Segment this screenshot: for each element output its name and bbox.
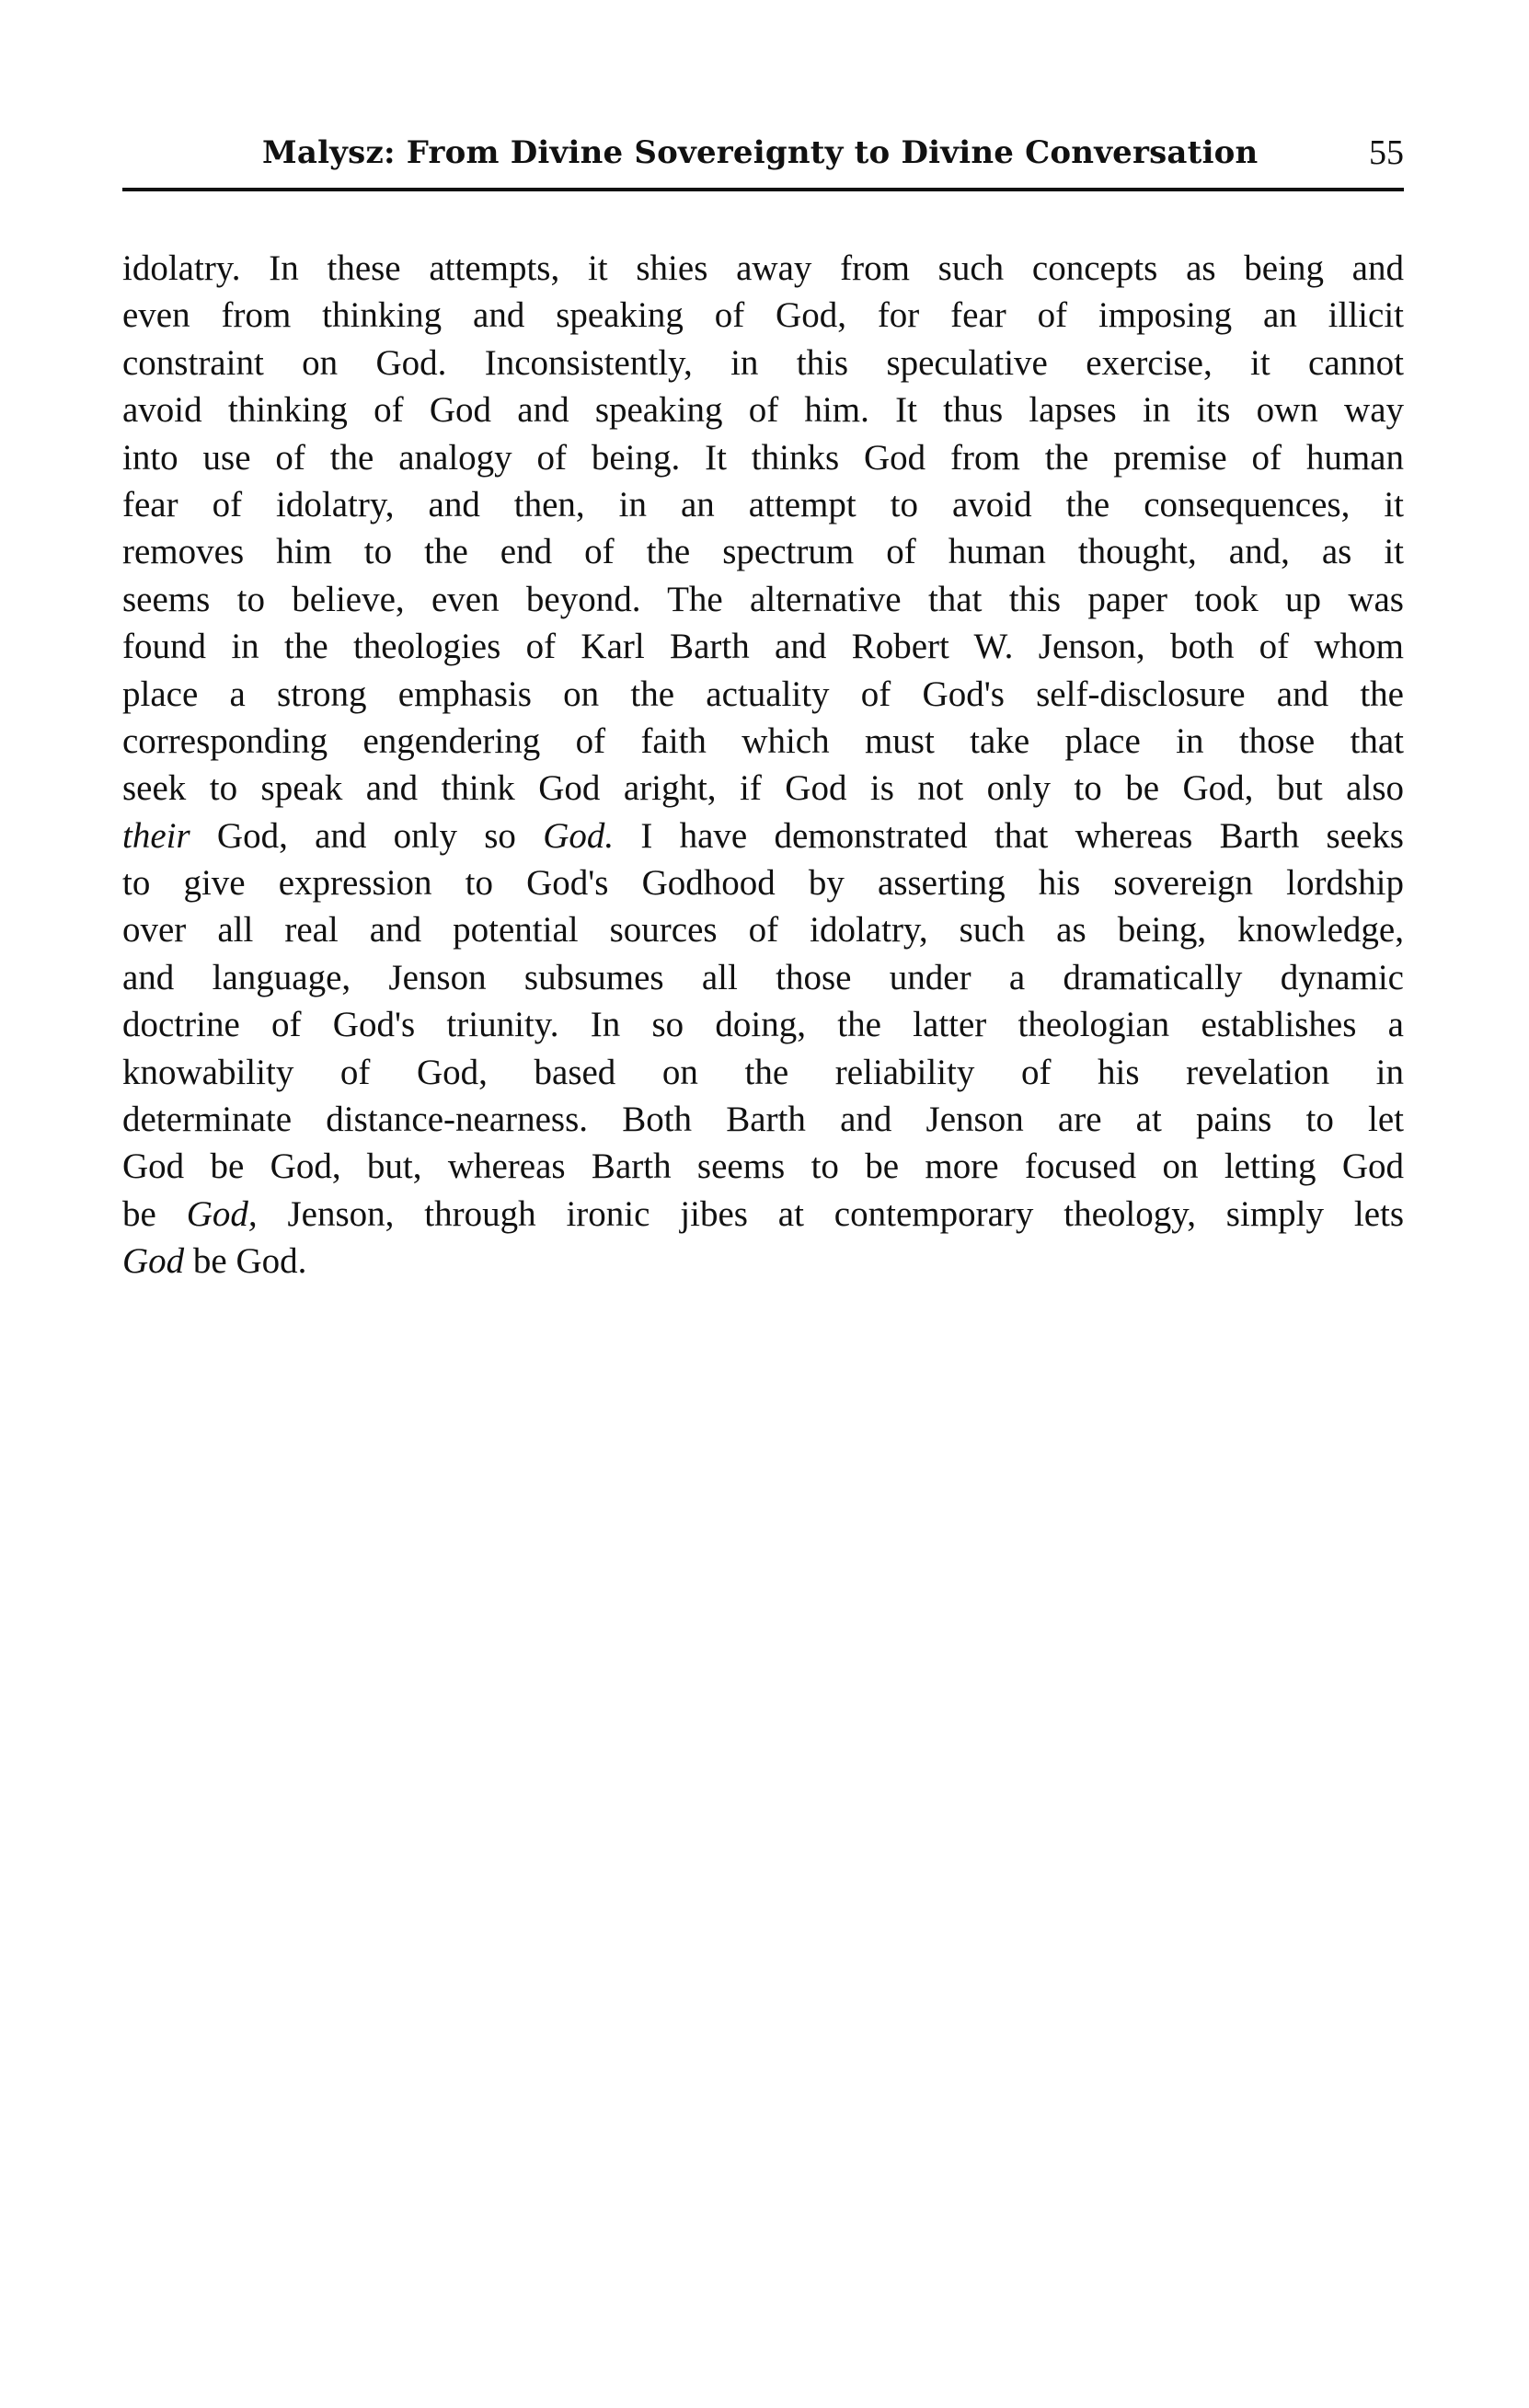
text-line: corresponding engendering of faith which must take place in those that <box>122 720 1404 761</box>
running-head-title: Malysz: From Divine Sovereignty to Divine Conversation <box>262 134 1259 171</box>
text-line: and language, Jenson subsumes all those under a dramatically dynamic <box>122 957 1404 997</box>
text-line: God be God, but, whereas Barth seems to be more focused on letting God <box>122 1146 1404 1187</box>
text-line: found in the theologies of Karl Barth and Robert W. Jenson, both of whom <box>122 627 1404 667</box>
text-line: determinate distance-nearness. Both Barth and Jenson are at pains to let <box>122 1100 1404 1140</box>
body-paragraph <box>122 245 1404 1285</box>
text-line: seems to believe, even beyond. The alternative that this paper took up was <box>122 579 1404 619</box>
text-line-last: God be God. <box>122 1241 307 1282</box>
text-line: be God, Jenson, through ironic jibes at contemporary theology, simply lets <box>122 1193 1405 1234</box>
text-line: even from thinking and speaking of God, for fear of imposing an illicit <box>122 295 1404 336</box>
text-line: idolatry. In these attempts, it shies away from such concepts as being and <box>122 248 1404 288</box>
text-line: avoid thinking of God and speaking of him. It thus lapses in its own way <box>122 390 1404 431</box>
text-line: fear of idolatry, and then, in an attempt to avoid the consequences, it <box>122 484 1404 524</box>
text-line: over all real and potential sources of idolatry, such as being, knowledge, <box>122 910 1404 951</box>
running-head <box>122 129 1404 191</box>
italic-emphasis: God. <box>543 815 615 856</box>
text-line: to give expression to God's Godhood by asserting his sovereign lordship <box>122 863 1404 904</box>
text-line: knowability of God, based on the reliability of his revelation in <box>122 1052 1404 1092</box>
italic-emphasis: their <box>122 815 190 856</box>
book-page <box>122 0 1404 2408</box>
text-line: into use of the analogy of being. It thinks God from the premise of human <box>122 437 1404 478</box>
text-line: removes him to the end of the spectrum of human thought, and, as it <box>122 532 1404 572</box>
page-number: 55 <box>1369 133 1404 172</box>
text-line: doctrine of God's triunity. In so doing, the latter theologian establishes a <box>122 1005 1404 1045</box>
text-line: constraint on God. Inconsistently, in this speculative exercise, it cannot <box>122 342 1404 383</box>
italic-emphasis: God <box>122 1241 185 1282</box>
text-line: their God, and only so God. I have demonstrated that whereas Barth seeks <box>122 815 1404 856</box>
text-line: place a strong emphasis on the actuality of God's self-disclosure and the <box>122 674 1404 714</box>
italic-emphasis: God, <box>186 1193 258 1234</box>
text-line: seek to speak and think God aright, if God is not only to be God, but also <box>122 768 1404 809</box>
